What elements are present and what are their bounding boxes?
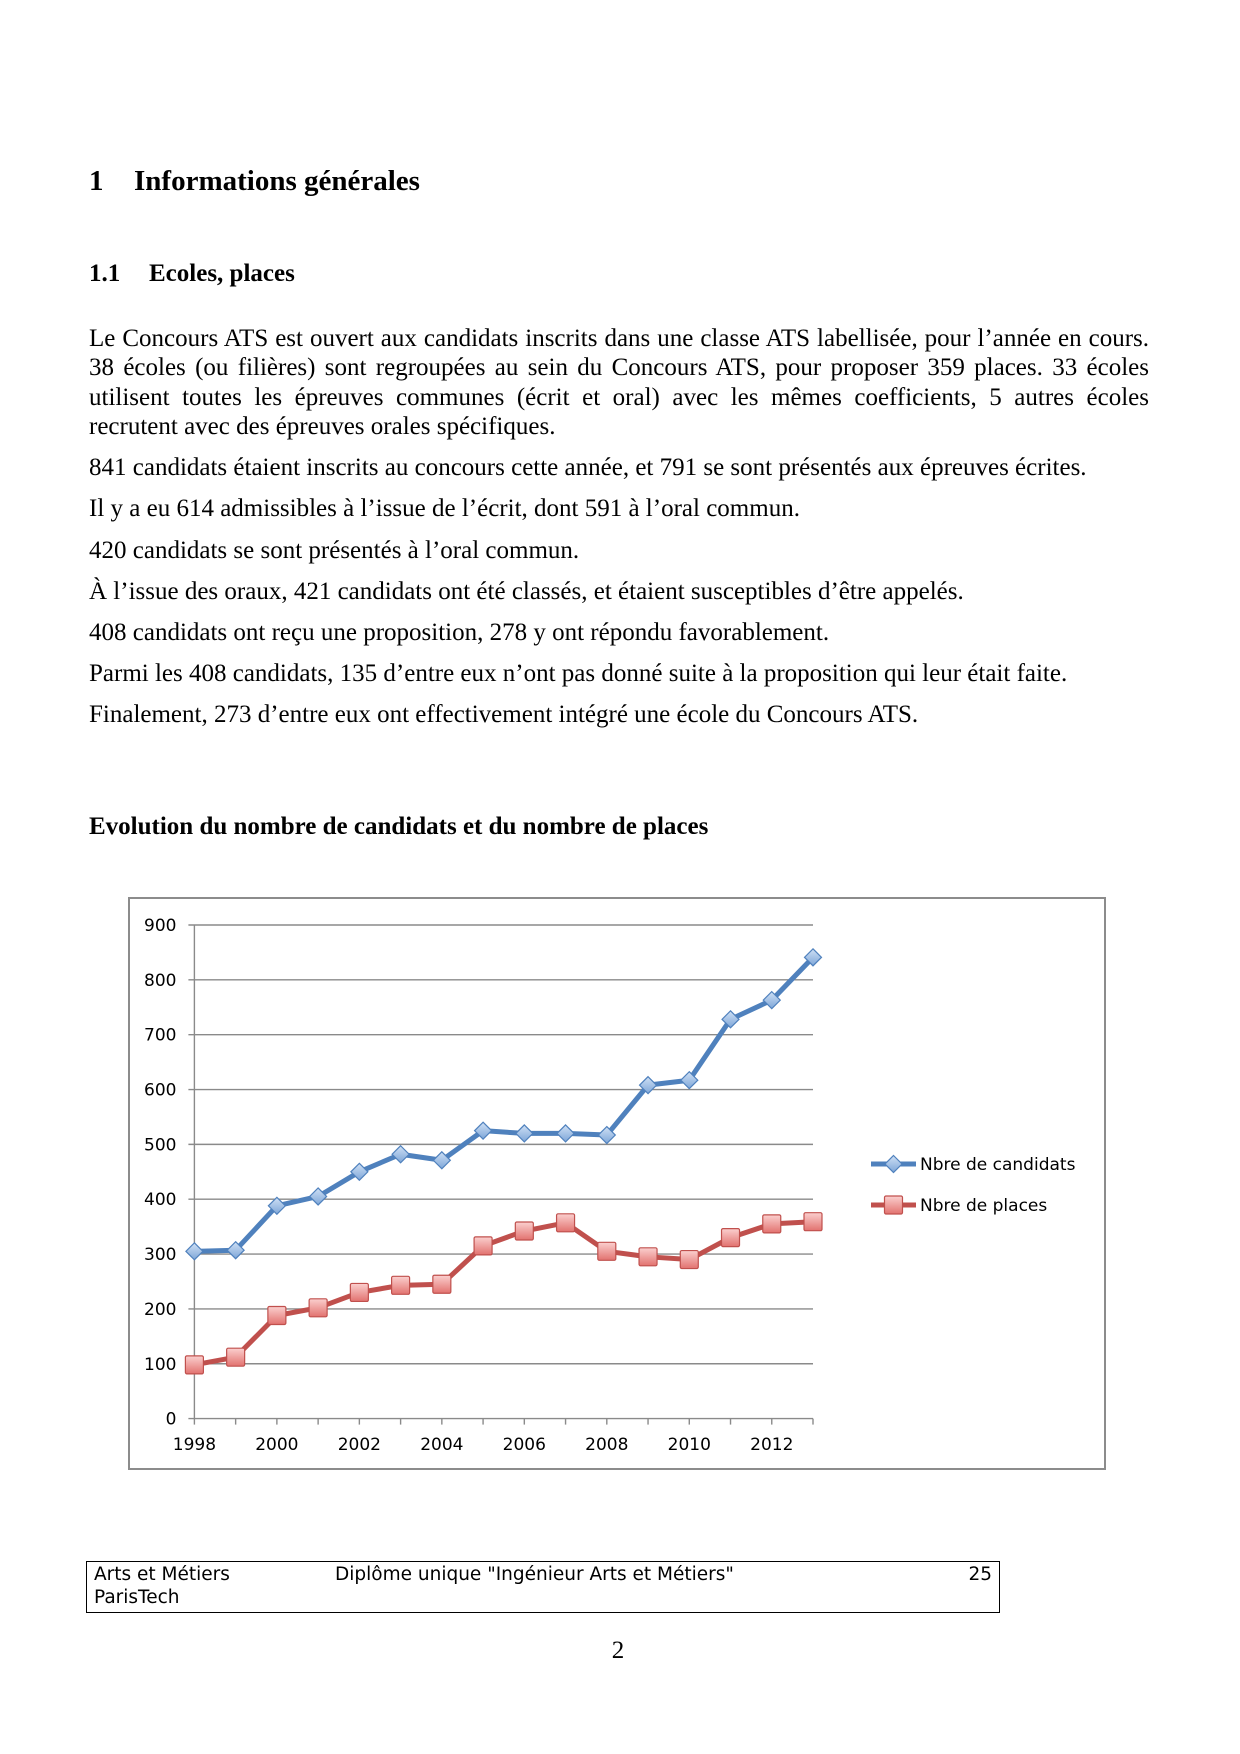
legend-marker bbox=[885, 1196, 903, 1214]
x-tick-label: 2008 bbox=[585, 1435, 629, 1455]
data-point bbox=[309, 1299, 327, 1317]
data-point bbox=[557, 1214, 575, 1232]
paragraph: Parmi les 408 candidats, 135 d’entre eux n’ont pas donné suite à la proposition qui leur était faite. bbox=[89, 659, 1068, 687]
paragraph-line: recrutent avec des épreuves orales spécifiques. bbox=[89, 413, 556, 441]
y-tick-label: 900 bbox=[144, 916, 177, 936]
data-point bbox=[598, 1242, 616, 1260]
y-tick-label: 100 bbox=[144, 1354, 177, 1375]
y-tick-label: 600 bbox=[144, 1080, 177, 1101]
x-tick-label: 2004 bbox=[420, 1435, 464, 1455]
data-point bbox=[804, 1213, 822, 1231]
series-1 bbox=[185, 1213, 822, 1374]
paragraph: Finalement, 273 d’entre eux ont effectivement intégré une école du Concours ATS. bbox=[89, 700, 919, 728]
x-tick-label: 2010 bbox=[667, 1435, 711, 1455]
x-tick-label: 1998 bbox=[172, 1435, 217, 1455]
line-chart bbox=[128, 897, 1106, 1470]
subsection-title: Ecoles, places bbox=[149, 260, 295, 287]
paragraph: 841 candidats étaient inscrits au concours cette année, et 791 se sont présentés aux épreuves écrites. bbox=[89, 454, 1087, 482]
y-tick-label: 400 bbox=[144, 1190, 177, 1211]
y-tick-label: 300 bbox=[144, 1245, 177, 1266]
footer-title: Diplôme unique "Ingénieur Arts et Métiers" bbox=[335, 1564, 734, 1585]
footer-number: 25 bbox=[968, 1564, 992, 1585]
legend-marker bbox=[885, 1156, 902, 1173]
section-heading bbox=[89, 164, 509, 198]
legend bbox=[871, 1155, 1076, 1216]
x-tick-label: 2006 bbox=[502, 1435, 546, 1455]
data-point bbox=[185, 1356, 203, 1374]
page-number: 2 bbox=[611, 1637, 625, 1664]
data-point bbox=[722, 1229, 740, 1247]
section-number: 1 bbox=[89, 165, 104, 197]
series-line bbox=[194, 1222, 813, 1365]
y-tick-label: 700 bbox=[144, 1025, 177, 1046]
intro-paragraph bbox=[89, 324, 1149, 442]
footer bbox=[86, 1561, 1000, 1613]
y-tick-label: 800 bbox=[144, 970, 177, 991]
gridlines bbox=[188, 925, 813, 1419]
legend-label: Nbre de candidats bbox=[920, 1155, 1076, 1175]
data-point bbox=[515, 1222, 533, 1240]
data-point bbox=[639, 1248, 657, 1266]
data-point bbox=[433, 1275, 451, 1293]
chart-title: Evolution du nombre de candidats et du nombre de places bbox=[89, 813, 709, 840]
data-point bbox=[763, 1215, 781, 1233]
data-point bbox=[268, 1306, 286, 1324]
series-0 bbox=[186, 949, 822, 1260]
chart bbox=[128, 897, 1106, 1470]
data-point bbox=[680, 1251, 698, 1269]
x-tick-label: 2000 bbox=[255, 1435, 299, 1455]
y-tick-label: 0 bbox=[165, 1409, 177, 1430]
data-point bbox=[186, 1243, 203, 1260]
data-point bbox=[557, 1125, 574, 1142]
footer-institution-line: Arts et Métiers bbox=[94, 1564, 230, 1585]
paragraph-line: utilisent toutes les épreuves communes (écrit et oral) avec les mêmes coefficients, 5 autres écoles bbox=[89, 383, 1149, 411]
data-point bbox=[516, 1125, 533, 1142]
data-point bbox=[474, 1237, 492, 1255]
y-tick-label: 500 bbox=[144, 1135, 177, 1156]
section-title: Informations générales bbox=[134, 165, 420, 197]
legend-item bbox=[871, 1155, 1076, 1175]
legend-item bbox=[871, 1196, 1047, 1216]
paragraph: Il y a eu 614 admissibles à l’issue de l’écrit, dont 591 à l’oral commun. bbox=[89, 495, 800, 523]
footer-institution-line: ParisTech bbox=[94, 1587, 180, 1608]
paragraph: À l’issue des oraux, 421 candidats ont été classés, et étaient susceptibles d’être appelés. bbox=[89, 577, 964, 605]
data-point bbox=[392, 1276, 410, 1294]
data-point bbox=[392, 1146, 409, 1163]
data-point bbox=[227, 1348, 245, 1366]
paragraph-line: 38 écoles (ou filières) sont regroupées au sein du Concours ATS, pour proposer 359 places. 33 écoles bbox=[89, 354, 1149, 382]
x-tick-label: 2012 bbox=[750, 1435, 794, 1455]
paragraph: 408 candidats ont reçu une proposition, 278 y ont répondu favorablement. bbox=[89, 618, 830, 646]
footer-institution bbox=[94, 1563, 230, 1609]
paragraph: 420 candidats se sont présentés à l’oral commun. bbox=[89, 536, 580, 564]
series-line bbox=[194, 957, 813, 1251]
y-tick-label: 200 bbox=[144, 1299, 177, 1320]
data-point bbox=[350, 1283, 368, 1301]
x-tick-label: 2002 bbox=[337, 1435, 381, 1455]
subsection-heading bbox=[89, 259, 389, 289]
subsection-number: 1.1 bbox=[89, 260, 121, 287]
legend-label: Nbre de places bbox=[920, 1196, 1048, 1216]
body-text bbox=[89, 324, 1149, 729]
paragraph-line: Le Concours ATS est ouvert aux candidats inscrits dans une classe ATS labellisée, pour l’année en cours. bbox=[89, 325, 1149, 352]
